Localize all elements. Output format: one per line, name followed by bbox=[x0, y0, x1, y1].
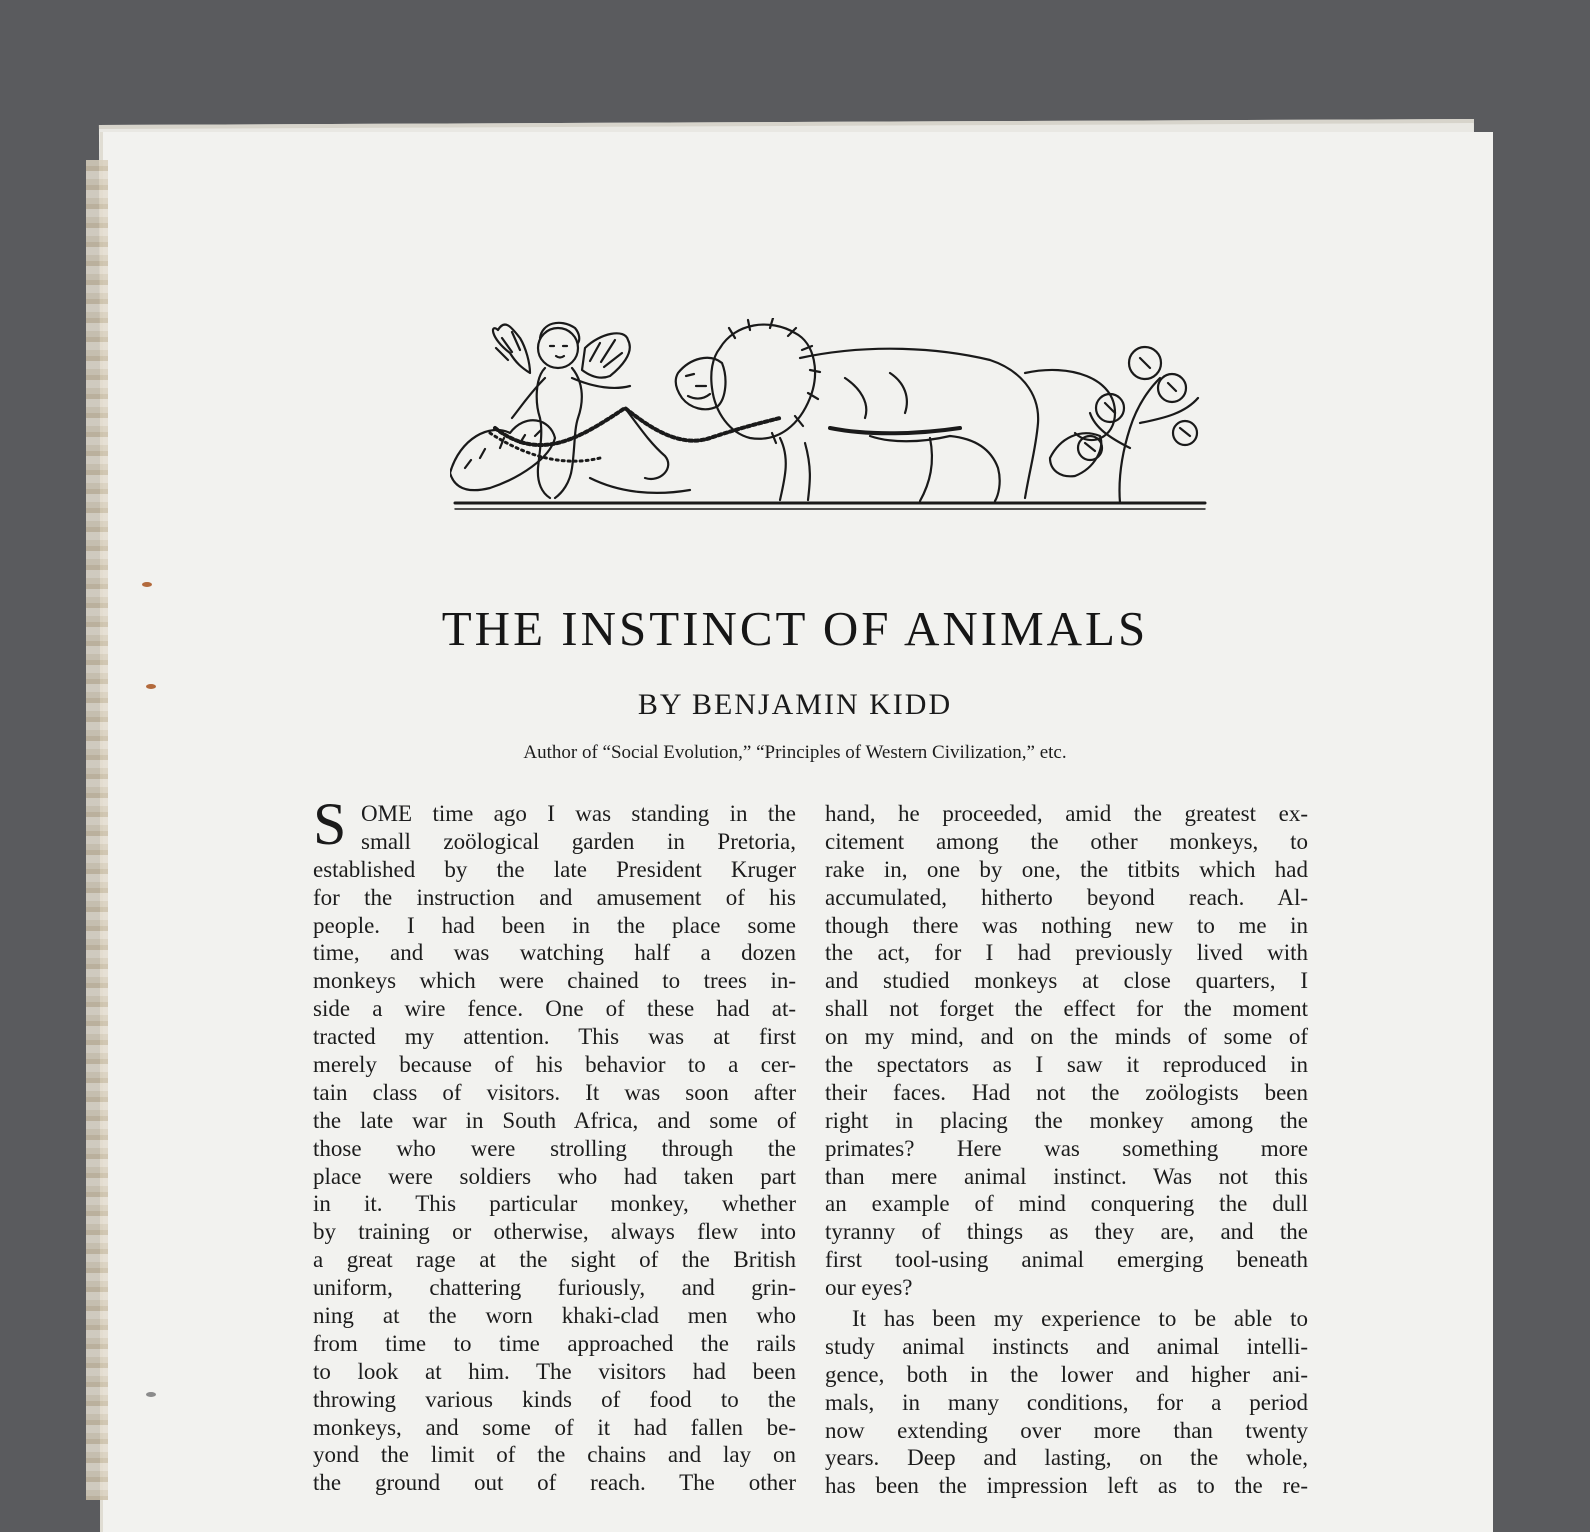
text-line: than mere animal instinct. Was not this bbox=[825, 1163, 1308, 1189]
author-credentials: Author of “Social Evolution,” “Principles of Western Civilization,” etc. bbox=[523, 742, 1067, 763]
text-line: the late war in South Africa, and some of bbox=[313, 1107, 796, 1133]
text-line: tracted my attention. This was at first bbox=[313, 1024, 796, 1050]
text-line: accumulated, hitherto beyond reach. Al- bbox=[825, 884, 1308, 910]
text-column-left bbox=[313, 791, 796, 1497]
text-line: primates? Here was something more bbox=[825, 1135, 1308, 1161]
text-line: a great rage at the sight of the British bbox=[313, 1247, 796, 1273]
text-line: place were soldiers who had taken part bbox=[313, 1163, 796, 1189]
text-line: from time to time approached the rails bbox=[313, 1330, 796, 1356]
text-line: ning at the worn khaki-clad men who bbox=[313, 1303, 796, 1329]
binding-hole bbox=[146, 1392, 156, 1397]
text-line: mals, in many conditions, for a period bbox=[825, 1389, 1308, 1415]
text-line: years. Deep and lasting, on the whole, bbox=[825, 1445, 1308, 1471]
text-line: and studied monkeys at close quarters, I bbox=[825, 968, 1308, 994]
text-line: yond the limit of the chains and lay on bbox=[313, 1442, 796, 1468]
text-line: small zoölogical garden in Pretoria, bbox=[361, 828, 796, 854]
text-line: the ground out of reach. The other bbox=[313, 1470, 796, 1496]
binding-hole bbox=[142, 582, 152, 587]
text-line: those who were strolling through the bbox=[313, 1135, 796, 1161]
torn-binding-edge bbox=[86, 160, 108, 1500]
text-line: study animal instincts and animal intelli- bbox=[825, 1333, 1308, 1359]
text-line: first tool-using animal emerging beneath bbox=[825, 1247, 1308, 1273]
text-line: though there was nothing new to me in bbox=[825, 912, 1308, 938]
text-line: OME time ago I was standing in the bbox=[361, 801, 796, 826]
text-line: established by the late President Kruger bbox=[313, 856, 796, 882]
text-line: right in placing the monkey among the bbox=[825, 1107, 1308, 1133]
drop-cap: S bbox=[313, 791, 347, 857]
text-line: our eyes? bbox=[825, 1275, 913, 1301]
text-line: the act, for I had previously lived with bbox=[825, 940, 1308, 966]
text-line: tain class of visitors. It was soon after bbox=[313, 1079, 796, 1105]
text-line: now extending over more than twenty bbox=[825, 1417, 1308, 1443]
text-line: tyranny of things as they are, and the bbox=[825, 1219, 1308, 1245]
text-line: for the instruction and amusement of his bbox=[313, 884, 796, 910]
text-line: shall not forget the effect for the moment bbox=[825, 996, 1308, 1022]
article-byline: BY BENJAMIN KIDD bbox=[637, 688, 953, 721]
text-line: the spectators as I saw it reproduced in bbox=[825, 1052, 1308, 1078]
text-line: hand, he proceeded, amid the greatest ex- bbox=[825, 801, 1308, 826]
text-line: citement among the other monkeys, to bbox=[825, 828, 1308, 854]
text-line: throwing various kinds of food to the bbox=[313, 1386, 796, 1412]
text-line: people. I had been in the place some bbox=[313, 912, 796, 938]
text-line: time, and was watching half a dozen bbox=[313, 940, 796, 966]
text-line: uniform, chattering furiously, and grin- bbox=[313, 1275, 796, 1301]
text-line: monkeys which were chained to trees in- bbox=[313, 968, 796, 994]
text-line: by training or otherwise, always flew into bbox=[313, 1219, 796, 1245]
text-line: on my mind, and on the minds of some of bbox=[825, 1024, 1308, 1050]
text-line: It has been my experience to be able to bbox=[852, 1306, 1308, 1332]
text-line: in it. This particular monkey, whether bbox=[313, 1191, 796, 1217]
text-line: rake in, one by one, the titbits which had bbox=[825, 856, 1308, 882]
text-line: has been the impression left as to the re- bbox=[825, 1473, 1308, 1499]
text-line: their faces. Had not the zoölogists been bbox=[825, 1079, 1308, 1105]
text-line: gence, both in the lower and higher ani- bbox=[825, 1361, 1308, 1387]
text-line: merely because of his behavior to a cer- bbox=[313, 1052, 796, 1078]
text-line: side a wire fence. One of these had at- bbox=[313, 996, 796, 1022]
article-title: THE INSTINCT OF ANIMALS bbox=[441, 601, 1149, 656]
headpiece-illustration bbox=[450, 318, 1210, 523]
text-column-right bbox=[825, 800, 1308, 1500]
text-line: to look at him. The visitors had been bbox=[313, 1358, 796, 1384]
text-line: an example of mind conquering the dull bbox=[825, 1191, 1308, 1217]
text-line: monkeys, and some of it had fallen be- bbox=[313, 1414, 796, 1440]
